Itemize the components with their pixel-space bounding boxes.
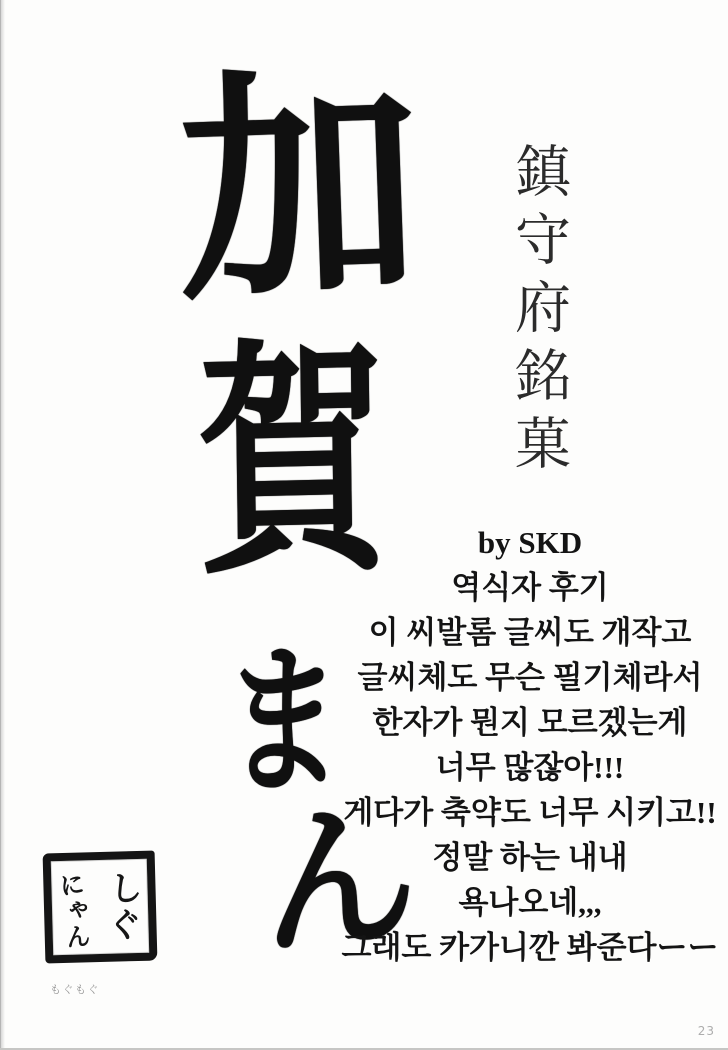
seal-text-left-column: にゃん	[55, 870, 93, 952]
seal-text-right-column: しぐ	[100, 869, 144, 944]
afterword-line: 글씨체도 무슨 필기체라서	[357, 660, 703, 695]
inscription-vertical: 鎮守府銘菓	[506, 142, 571, 482]
title-char-ga: 賀	[195, 313, 389, 610]
afterword-line: 정말 하는 내내	[432, 840, 628, 875]
afterword-line: 욕나오네,,,	[458, 885, 602, 920]
artist-seal-stamp	[43, 851, 158, 964]
afterword-line: 게다가 축약도 너무 시키고!!	[343, 795, 717, 830]
title-char-ma: ま	[224, 626, 343, 817]
title-char-n: ん	[248, 780, 426, 981]
title-char-ka: 加	[173, 42, 425, 336]
afterword-line: 이 씨발롬 글씨도 개작고	[368, 615, 692, 650]
scan-edge-line-left	[0, 0, 1, 1050]
afterword-line: 너무 많잖아!!!	[435, 750, 625, 785]
afterword-line: 한자가 뭔지 모르겠는게	[372, 705, 688, 740]
afterword-line: 그래도 카가니깐 봐준다ーー	[341, 930, 719, 965]
afterword-line-heading: 역식자 후기	[451, 570, 609, 605]
stamp-caption: もぐもぐ	[50, 983, 100, 996]
translator-afterword	[332, 520, 728, 970]
afterword-line-credit: by SKD	[477, 525, 583, 560]
page-number: 23	[697, 1024, 715, 1038]
